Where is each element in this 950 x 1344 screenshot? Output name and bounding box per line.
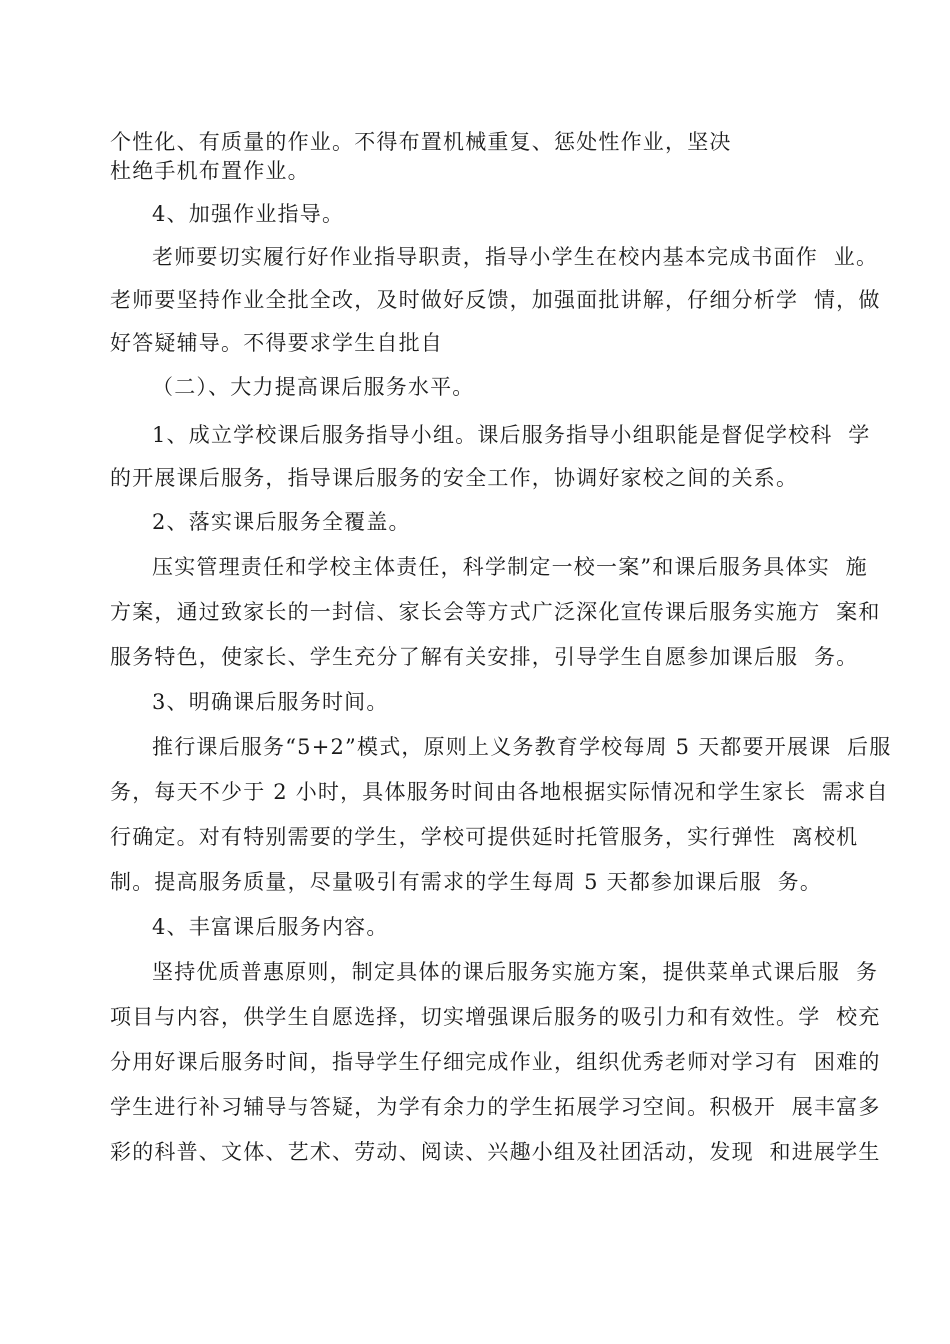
section-heading: 2、落实课后服务全覆盖。 (152, 510, 411, 534)
section-heading: 4、丰富课后服务内容。 (152, 915, 389, 939)
paragraph-line: 老师要坚持作业全批全改，及时做好反馈，加强面批讲解，仔细分析学 情，做 (110, 288, 881, 312)
paragraph-line: 好答疑辅导。不得要求学生自批自 (110, 331, 443, 355)
paragraph-line: 个性化、有质量的作业。不得布置机械重复、惩处性作业，坚决 (110, 130, 732, 154)
paragraph-line: 压实管理责任和学校主体责任，科学制定一校一案”和课后服务具体实 施 (152, 555, 868, 579)
paragraph-line: 推行课后服务“5+2”模式，原则上义务教育学校每周 5 天都要开展课 后服 (152, 735, 892, 759)
paragraph-line: 杜绝手机布置作业。 (110, 159, 310, 183)
paragraph-line: 分用好课后服务时间，指导学生仔细完成作业，组织优秀老师对学习有 困难的 (110, 1050, 881, 1074)
paragraph-line: 1、成立学校课后服务指导小组。课后服务指导小组职能是督促学校科 学 (152, 423, 871, 447)
section-heading: 4、加强作业指导。 (152, 202, 345, 226)
paragraph-line: 方案，通过致家长的一封信、家长会等方式广泛深化宣传课后服务实施方 案和 (110, 600, 881, 624)
paragraph-line: 制。提高服务质量，尽量吸引有需求的学生每周 5 天都参加课后服 务。 (110, 870, 823, 894)
paragraph-line: 学生进行补习辅导与答疑，为学有余力的学生拓展学习空间。积极开 展丰富多 (110, 1095, 881, 1119)
section-heading: 3、明确课后服务时间。 (152, 690, 389, 714)
paragraph-line: 服务特色，使家长、学生充分了解有关安排，引导学生自愿参加课后服 务。 (110, 645, 859, 669)
paragraph-line: 老师要切实履行好作业指导职责，指导小学生在校内基本完成书面作 业。 (152, 245, 879, 269)
paragraph-line: 的开展课后服务，指导课后服务的安全工作，协调好家校之间的关系。 (110, 466, 799, 490)
paragraph-line: 彩的科普、文体、艺术、劳动、阅读、兴趣小组及社团活动，发现 和进展学生 (110, 1140, 881, 1164)
paragraph-line: 坚持优质普惠原则，制定具体的课后服务实施方案，提供菜单式课后服 务 (152, 960, 879, 984)
paragraph-line: 行确定。对有特别需要的学生，学校可提供延时托管服务，实行弹性 离校机 (110, 825, 859, 849)
paragraph-line: 项目与内容，供学生自愿选择，切实增强课后服务的吸引力和有效性。学 校充 (110, 1005, 881, 1029)
paragraph-line: 务，每天不少于 2 小时，具体服务时间由各地根据实际情况和学生家长 需求自 (110, 780, 889, 804)
section-heading: （二）、大力提高课后服务水平。 (152, 375, 475, 399)
